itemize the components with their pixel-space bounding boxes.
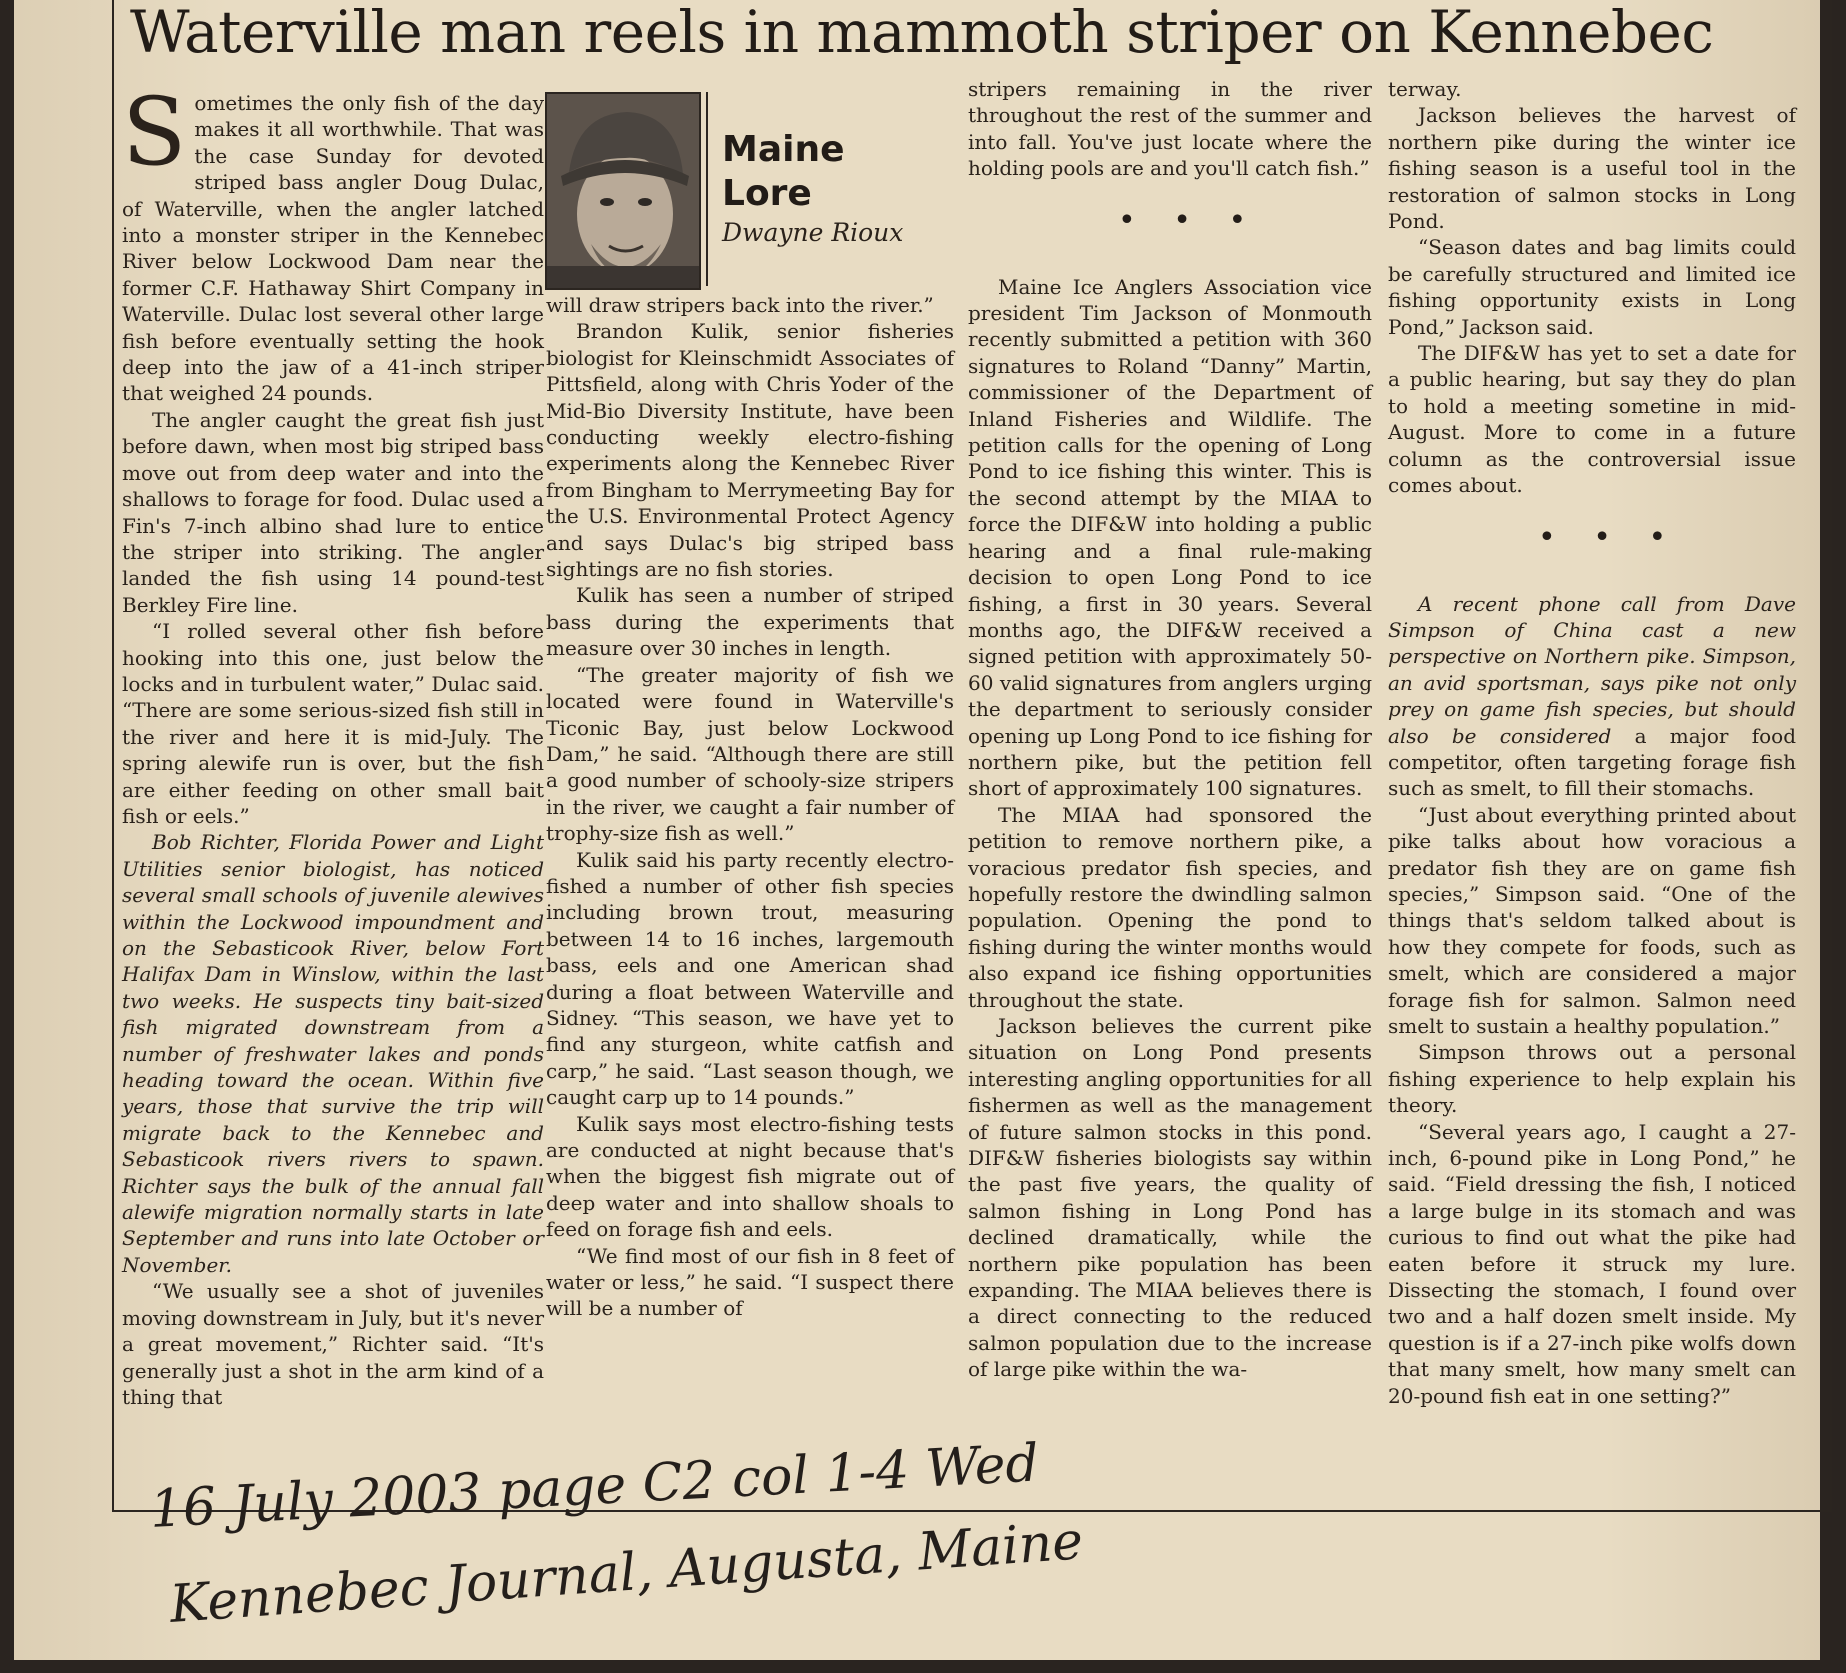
paragraph: stripers remaining in the river throughout the rest of the summer and into fall. You've just locate where the holding pools are and you'll catch fish.” bbox=[968, 77, 1372, 181]
article-column-2 bbox=[546, 292, 954, 1322]
drop-cap: S bbox=[122, 78, 187, 187]
divider-dots: • • • bbox=[1538, 519, 1681, 555]
paragraph: “We usually see a shot of juveniles moving downstream in July, but it's never a great movement,” Richter said. “It's generally just a shot in the arm kind of a thing that bbox=[122, 1279, 544, 1409]
paragraph: The angler caught the great fish just before dawn, when most big striped bass move out from deep water and into the shallows to forage for food. Dulac used a Fin's 7-inch albino shad lure to entice the striper into striking. The angler landed the fish using 14 pound-test Berkley Fire line. bbox=[122, 407, 544, 617]
paragraph bbox=[1388, 591, 1796, 802]
paragraph: “Season dates and bag limits could be carefully structured and limited ice fishing opportunity exists in Long Pond,” Jackson said. bbox=[1388, 235, 1796, 339]
paragraph: “I rolled several other fish before hooking into this one, just below the locks and in turbulent water,” Dulac said. “There are some serious-sized fish still in the river and here it is mid-July. The spring alewife run is over, but the fish are either feeding on other small bait fish or eels.” bbox=[122, 619, 544, 828]
byline: Dwayne Rioux bbox=[722, 218, 904, 247]
paragraph: “Just about everything printed about pike talks about how voracious a predator fish they are on game fish species,” Simpson said. “One of the things that's seldom talked about is how they compete for foods, such as smelt, which are considered a major forage fish for salmon. Salmon need smelt to sustain a healthy population.” bbox=[1388, 802, 1796, 1038]
paragraph: Kulik has seen a number of striped bass during the experiments that measure over 30 inches in length. bbox=[546, 583, 954, 661]
handwritten-source-note: Kennebec Journal, Augusta, Maine bbox=[167, 1511, 1085, 1635]
handwritten-date-note: 16 July 2003 page C2 col 1-4 Wed bbox=[148, 1433, 1041, 1540]
paragraph: “The greater majority of fish we located were found in Waterville's Ticonic Bay, just below Lockwood Dam,” he said. “Although there are still a good number of schooly-size stripers in the river, we caught a fair number of trophy-size fish as well.” bbox=[546, 662, 954, 846]
section-break bbox=[968, 182, 1372, 274]
column-name-line: Lore bbox=[722, 173, 812, 214]
paragraph: The DIF&W has yet to set a date for a public hearing, but say they do plan to hold a meeting sometine in mid-August. More to come in a future column as the controversial issue comes about. bbox=[1388, 341, 1796, 498]
article-column-4 bbox=[1388, 76, 1796, 1409]
italic-intro: A recent phone call from Dave Simpson of China cast a new perspective on Northern pike. Simpson, an avid sportsman, says pike not only prey on game fish species, but should also be considered bbox=[1388, 591, 1796, 748]
author-portrait-image bbox=[547, 94, 699, 288]
paragraph: Bob Richter, Florida Power and Light Utilities senior biologist, has noticed several small schools of juvenile alewives within the Lockwood impoundment and on the Sebasticook River, below Fort Halifax Dam in Winslow, within the last two weeks. He suspects tiny bait-sized fish migrated downstream from a number of freshwater lakes and ponds heading toward the ocean. Within five years, those that survive the trip will migrate back to the Kennebec and Sebasticook rivers rivers to spawn. Richter says the bulk of the annual fall alewife migration normally starts in late September and runs into late October or November. bbox=[122, 830, 544, 1277]
article-column-3 bbox=[968, 76, 1372, 1383]
paragraph-text: a major food competitor, often targeting forage fish such as smelt, to fill their stomachs. bbox=[1388, 723, 1796, 801]
column-header-divider bbox=[706, 92, 708, 286]
paragraph: Simpson throws out a personal fishing experience to help explain his theory. bbox=[1388, 1040, 1796, 1118]
headline: Waterville man reels in mammoth striper on Kennebec bbox=[130, 0, 1714, 66]
paragraph: Brandon Kulik, senior fisheries biologist for Kleinschmidt Associates of Pittsfield, along with Chris Yoder of the Mid-Bio Diversity Institute, have been conducting weekly electro-fishing experiments along the Kennebec River from Bingham to Merrymeeting Bay for the U.S. Environmental Protect Agency and says Dulac's big striped bass sightings are no fish stories. bbox=[546, 319, 954, 582]
paragraph: “We find most of our fish in 8 feet of water or less,” he said. “I suspect there will be a number of bbox=[546, 1243, 954, 1321]
author-photo bbox=[545, 92, 701, 290]
paragraph: The MIAA had sponsored the petition to remove northern pike, a voracious predator fish species, and hopefully restore the dwindling salmon population. Opening the pond to fishing during the winter months would also expand ice fishing opportunities throughout the state. bbox=[968, 802, 1372, 1012]
paragraph: Maine Ice Anglers Association vice president Tim Jackson of Monmouth recently submitted a petition with 360 signatures to Roland “Danny” Martin, commissioner of the Department of Inland Fisheries and Wildlife. The petition calls for the opening of Long Pond to ice fishing this winter. This is the second attempt by the MIAA to force the DIF&W into holding a public hearing and a final rule-making decision to open Long Pond to ice fishing, a first in 30 years. Several months ago, the DIF&W received a signed petition with approximately 50-60 valid signatures from anglers urging the department to seriously consider opening up Long Pond to ice fishing for northern pike, but the petition fell short of approximately 100 signatures. bbox=[968, 274, 1372, 801]
column-name bbox=[722, 128, 942, 216]
paragraph: will draw stripers back into the river.” bbox=[546, 293, 934, 317]
article-column-1 bbox=[122, 78, 544, 1410]
paragraph: Kulik says most electro-fishing tests are conducted at night because that's when the biggest fish migrate out of deep water and into shallow shoals to feed on forage fish and eels. bbox=[546, 1111, 954, 1242]
paragraph: Jackson believes the harvest of northern pike during the winter ice fishing season is a useful tool in the restoration of salmon stocks in Long Pond. bbox=[1388, 103, 1796, 234]
paragraph: “Several years ago, I caught a 27-inch, 6-pound pike in Long Pond,” he said. “Field dressing the fish, I noticed a large bulge in its stomach and was curious to find out what the pike had eaten before it struck my lure. Dissecting the stomach, I found over two and a half dozen smelt inside. My question is if a 27-inch pike wolfs down that many smelt, how many smelt can 20-pound fish eat in one setting?” bbox=[1388, 1119, 1796, 1408]
section-break bbox=[1388, 499, 1796, 591]
column-name-line: Maine bbox=[722, 129, 845, 170]
divider-dots: • • • bbox=[1118, 202, 1261, 238]
paragraph: Kulik said his party recently electro-fished a number of other fish species including brown trout, measuring between 14 to 16 inches, largemouth bass, eels and one American shad during a float between Waterville and Sidney. “This season, we have yet to find any sturgeon, white catfish and carp,” he said. “Last season though, we caught carp up to 14 pounds.” bbox=[546, 847, 954, 1110]
paragraph: terway. bbox=[1388, 77, 1462, 101]
paragraph bbox=[122, 78, 544, 407]
paragraph: Jackson believes the current pike situation on Long Pond presents interesting angling opportunities for all fishermen as well as the management of future salmon stocks in this pond. DIF&W fisheries biologists say within the past five years, the quality of salmon fishing in Long Pond has declined dramatically, while the northern pike population has been expanding. The MIAA believes there is a direct connecting to the reduced salmon population due to the increase of large pike within the wa- bbox=[968, 1014, 1372, 1382]
paragraph-text: ometimes the only fish of the day makes it all worthwhile. That was the case Sunday for devoted striped bass angler Doug Dulac, of Waterville, when the angler latched into a monster striper in the Kennebec River below Lockwood Dam near the former C.F. Hathaway Shirt Company in Waterville. Dulac lost several other large fish before eventually setting the hook deep into the jaw of a 41-inch striper that weighed 24 pounds. bbox=[122, 91, 544, 406]
